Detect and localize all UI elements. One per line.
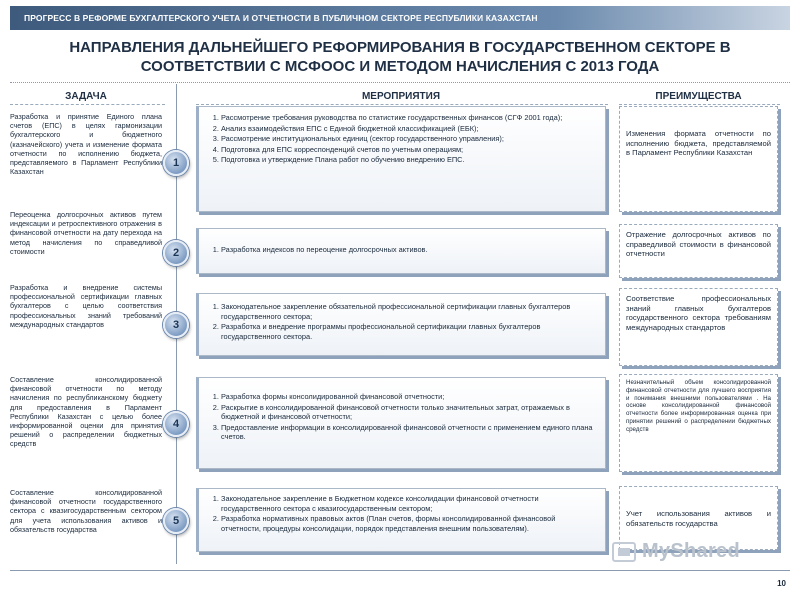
task-text-5: Составление консолидированной финансовой отчетности государственного сектора с квазигосударственным сектором для учета использования активов и обязательств государства (10, 488, 162, 534)
row-number-2: 2 (163, 240, 189, 266)
measure-item: 2. Разработка нормативных правовых актов (План счетов, формы консолидированной финансовой отчетности, процедуры консолидации, порядок представления внешним пользователям). (221, 514, 597, 533)
column-header-task: ЗАДАЧА (65, 91, 107, 102)
measure-item: 1. Разработка индексов по переоценке долгосрочных активов. (221, 245, 597, 255)
measures-box-5 (196, 488, 606, 552)
page-title (20, 38, 780, 76)
watermark-logo (612, 540, 740, 563)
measures-box-4 (196, 377, 606, 469)
footer-divider (10, 570, 790, 571)
measure-item: 4. Подготовка для ЕПС корреспонденций счетов по учетным операциям; (221, 145, 597, 155)
measure-item: 1. Рассмотрение требования руководства по статистике государственных финансов (СГФ 2001 года); (221, 113, 597, 123)
logo-text: MyShared (642, 540, 740, 562)
benefit-text-5: Учет использования активов и обязательств государства (626, 509, 771, 528)
measure-item: 1. Законодательное закрепление обязательной профессиональной сертификации главных бухгалтеров государственного сектора; (221, 302, 597, 321)
task-header-rule (10, 104, 165, 105)
task-text-2: Переоценка долгосрочных активов путем индексации и ретроспективного отражения в финансовой отчетности на дату перехода на метод начисления по справедливой стоимости (10, 210, 162, 256)
measure-item: 2. Разработка и внедрение программы профессиональной сертификации главных бухгалтеров государственного сектора. (221, 322, 597, 341)
header-divider (10, 82, 790, 83)
benefit-text-2: Отражение долгосрочных активов по справедливой стоимости в финансовой отчетности (626, 230, 771, 259)
measure-item: 5. Подготовка и утверждение Плана работ по обучению внедрению ЕПС. (221, 155, 597, 165)
row-number-3: 3 (163, 312, 189, 338)
column-header-measures: МЕРОПРИЯТИЯ (361, 91, 441, 102)
benefit-text-3: Соответствие профессиональных знаний главных бухгалтеров государственного сектора требованиям международных стандартов (626, 294, 771, 332)
benefit-box-4 (619, 374, 778, 472)
row-number-1: 1 (163, 150, 189, 176)
measure-item: 3. Рассмотрение институциональных единиц (сектор государственного управления); (221, 134, 597, 144)
column-header-benefits: ПРЕИМУЩЕСТВА (655, 91, 742, 102)
benefit-box-3 (619, 288, 778, 366)
presentation-icon (612, 542, 636, 562)
measures-box-3 (196, 293, 606, 356)
benefit-text-1: Изменения формата отчетности по исполнению бюджета, представляемой в Парламент Республики Казахстан (626, 129, 771, 158)
page-number: 10 (777, 579, 786, 588)
banner-text: ПРОГРЕСС В РЕФОРМЕ БУХГАЛТЕРСКОГО УЧЕТА И ОТЧЕТНОСТИ В ПУБЛИЧНОМ СЕКТОРЕ РЕСПУБЛИКИ КАЗАХСТАН (24, 13, 538, 23)
measure-item: 3. Предоставление информации в консолидированной финансовой отчетности с применением единого плана счетов. (221, 423, 597, 442)
row-number-4: 4 (163, 411, 189, 437)
title-line-1: НАПРАВЛЕНИЯ ДАЛЬНЕЙШЕГО РЕФОРМИРОВАНИЯ В ГОСУДАРСТВЕННОМ СЕКТОРЕ В (69, 39, 731, 56)
task-text-1: Разработка и принятие Единого плана счетов (ЕПС) в целях гармонизации бухгалтерского и бюджетного (казначейского) учета и изменение формата отчетности по исполнению бюджета, представляемого в Парламент Республики Казахстан (10, 112, 162, 177)
benefits-header-rule (619, 104, 780, 105)
task-text-4: Составление консолидированной финансовой отчетности по методу начисления по республиканскому бюджету для предоставления в Парламент Республики Казахстан с целью более информированной оценки для принятия решений о распределении бюджетных средств (10, 375, 162, 449)
benefit-box-2 (619, 224, 778, 278)
top-banner (10, 6, 790, 30)
title-line-2: СООТВЕТСТВИИ С МСФООС И МЕТОДОМ НАЧИСЛЕНИЯ С 2013 ГОДА (140, 58, 660, 75)
task-text-3: Разработка и внедрение системы профессиональной сертификации главных бухгалтеров с целью соответствия профессиональных знаний требований международных стандартов (10, 283, 162, 329)
row-number-5: 5 (163, 508, 189, 534)
measure-item: 1. Законодательное закрепление в Бюджетном кодексе консолидации финансовой отчетности государственного сектора с квазигосударственным сектором; (221, 494, 597, 513)
benefit-box-1 (619, 106, 778, 212)
measures-box-1 (196, 106, 606, 212)
measure-item: 1. Разработка формы консолидированной финансовой отчетности; (221, 392, 597, 402)
measure-item: 2. Раскрытие в консолидированной финансовой отчетности только значительных затрат, отражаемых в бюджетной и финансовой отчетности; (221, 403, 597, 422)
measures-box-2 (196, 228, 606, 274)
measures-header-rule (196, 104, 608, 105)
benefit-text-4: Незначительный объем консолидированной финансовой отчетности для лучшего восприятия и понимания внешними пользователями . На основе консолидированной финансовой отчетности более информированная оценка при принятии решений о распределении бюджетных средств (626, 379, 771, 433)
measure-item: 2. Анализ взаимодействия ЕПС с Единой бюджетной классификацией (ЕБК); (221, 124, 597, 134)
